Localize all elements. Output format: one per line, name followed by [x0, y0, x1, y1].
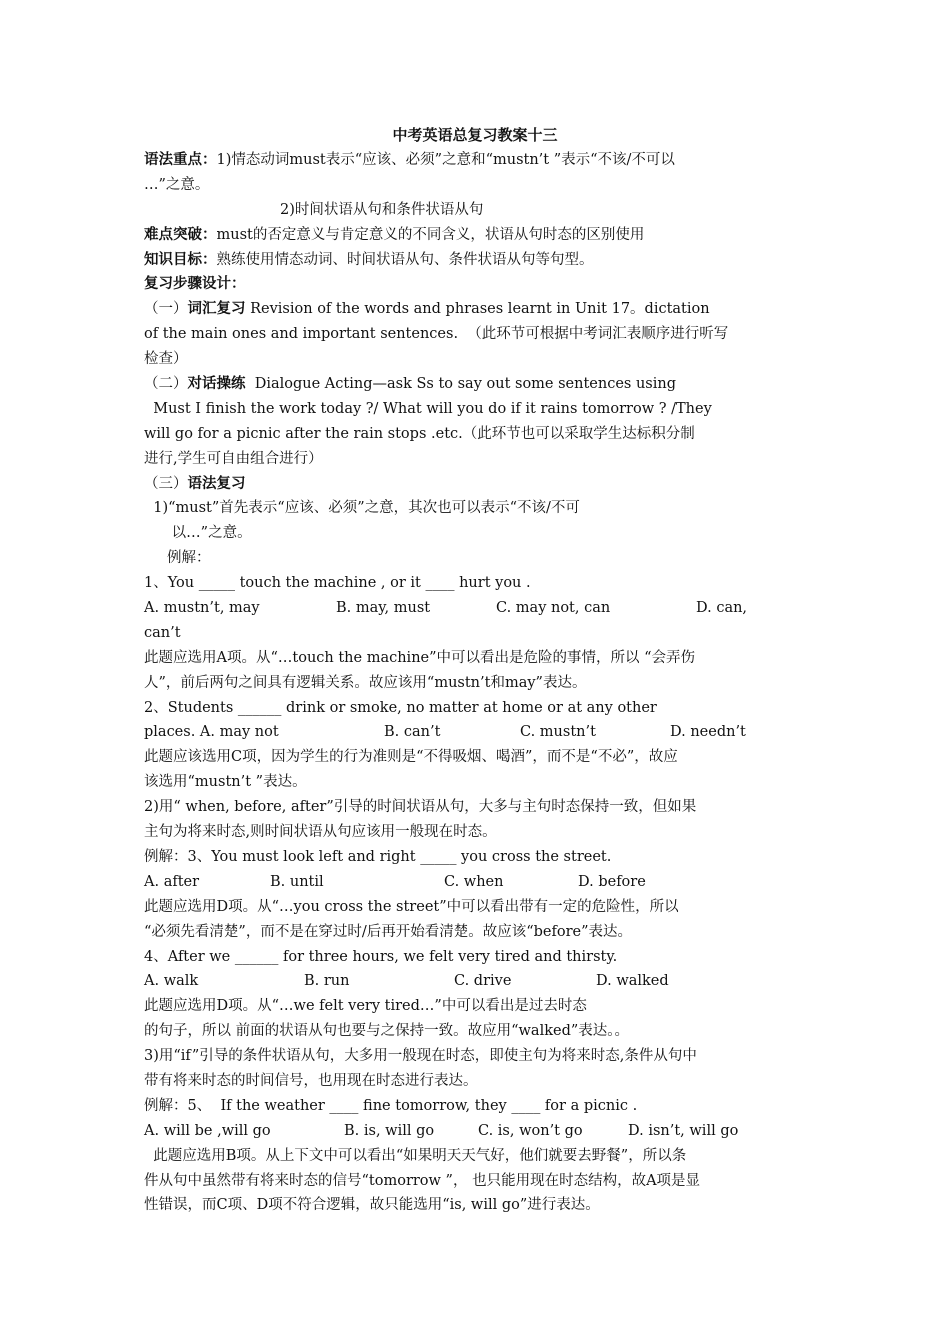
q2-options [144, 720, 812, 745]
q4-stem: 4、After we ______ for three hours, we felt very tired and thirsty. [144, 948, 618, 965]
q3-stem: 例解：3、You must look left and right _____ you cross the street. [144, 848, 612, 865]
focus-label: 语法重点： [144, 152, 217, 168]
q3-option-c: C. when [444, 873, 504, 890]
difficulty-line [144, 223, 812, 248]
q4-explanation-2: 的句子，所以 前面的状语从句也要与之保持一致。故应用“walked”表达。。 [144, 1023, 630, 1040]
point2-b: 主句为将来时态,则时间状语从句应该用一般现在时态。 [144, 824, 497, 841]
point3-a: 3)用“if”引导的条件状语从句，大多用一般现在时态，即使主句为将来时态,条件从句中 [144, 1048, 697, 1065]
q1-option-d: D. can, [696, 600, 748, 617]
sec2-text-3: will go for a picnic after the rain stops .etc.（此环节也可以采取学生达标积分制 [144, 425, 695, 442]
goal-text: 熟练使用情态动词、时间状语从句、条件状语从句等句型。 [216, 251, 594, 268]
q3-explanation-2: “必须先看清楚”，而不是在穿过时/后再开始看清楚。故应该“before”表达。 [144, 923, 633, 940]
q4-explanation-1: 此题应选用D项。从“…we felt very tired…”中可以看出是过去时态 [144, 998, 587, 1015]
q1-option-b: B. may, must [336, 600, 431, 617]
focus-text-1: 1)情态动词must表示“应该、必须”之意和“mustn’t ”表示“不该/不可以 [216, 152, 675, 168]
q3-options [144, 870, 812, 895]
q1-option-a: A. mustn’t, may [144, 600, 260, 617]
point3-b: 带有将来时态的时间信号，也用现在时态进行表达。 [144, 1072, 478, 1089]
q1-stem: 1、You _____ touch the machine , or it ____ hurt you . [144, 575, 531, 592]
q4-option-a: A. walk [144, 973, 199, 990]
q4-option-d: D. walked [596, 973, 669, 990]
sec1-text-3: 检查） [144, 351, 188, 368]
difficulty-label: 难点突破： [144, 226, 217, 243]
q2-option-b: B. can’t [384, 724, 441, 741]
sec2-label: 对话操练 [187, 376, 246, 393]
sec2-line-1 [144, 372, 812, 397]
q2-stem: 2、Students ______ drink or smoke, no matter at home or at any other [144, 699, 657, 716]
sec1-text-1: Revision of the words and phrases learnt in Unit 17。dictation [245, 301, 710, 318]
q5-explanation-1: 此题应选用B项。从上下文中可以看出“如果明天天气好，他们就要去野餐”，所以条 [144, 1147, 687, 1164]
q5-stem: 例解：5、 If the weather ____ fine tomorrow, they ____ for a picnic . [144, 1097, 638, 1114]
q3-option-a: A. after [144, 873, 200, 890]
focus-text-1b: …”之意。 [144, 176, 210, 193]
q1-explanation-2: 人”，前后两句之间具有逻辑关系。故应该用“mustn’t和may”表达。 [144, 674, 587, 691]
sec1-line-1 [144, 297, 812, 322]
q5-option-a: A. will be ,will go [144, 1122, 271, 1139]
q1-option-d-tail: can’t [144, 624, 181, 641]
goal-line [144, 248, 812, 273]
q2-option-a: places. A. may not [144, 724, 279, 741]
q5-option-c: C. is, won’t go [478, 1122, 583, 1139]
page-title: 中考英语总复习教案十三 [392, 126, 558, 144]
q5-options [144, 1119, 812, 1144]
q2-explanation-2: 该选用“mustn’t ”表达。 [144, 774, 307, 791]
sec1-text-2: of the main ones and important sentences. （此环节可根据中考词汇表顺序进行听写 [144, 326, 729, 343]
q4-option-b: B. run [304, 973, 350, 990]
difficulty-text: must的否定意义与肯定意义的不同含义，状语从句时态的区别使用 [216, 226, 645, 243]
focus-text-2: 2)时间状语从句和条件状语从句 [280, 201, 484, 218]
sec1-head: （一） [144, 301, 188, 318]
q3-option-b: B. until [270, 873, 324, 890]
q4-options [144, 969, 812, 994]
q2-option-d: D. needn’t [670, 724, 746, 741]
q3-explanation-1: 此题应选用D项。从“…you cross the street”中可以看出带有一定的危险性，所以 [144, 898, 679, 915]
point2-a: 2)用“ when, before, after”引导的时间状语从句，大多与主句时态保持一致，但如果 [144, 799, 697, 816]
q1-option-c: C. may not, can [496, 600, 611, 617]
q5-option-b: B. is, will go [344, 1122, 435, 1139]
q5-explanation-3: 性错误，而C项、D项不符合逻辑，故只能选用“is, will go”进行表达。 [144, 1197, 600, 1214]
sec1-label: 词汇复习 [187, 301, 246, 318]
q1-explanation-1: 此题应选用A项。从“…touch the machine”中可以看出是危险的事情，所以 “会弄伤 [144, 649, 696, 666]
document-body [144, 148, 812, 1218]
q4-option-c: C. drive [454, 973, 512, 990]
steps-label: 复习步骤设计： [144, 276, 246, 293]
q2-explanation-1: 此题应该选用C项，因为学生的行为准则是“不得吸烟、喝酒”，而不是“不必”，故应 [144, 749, 678, 766]
sec2-text-4: 进行,学生可自由组合进行） [144, 450, 323, 467]
focus-line-1 [144, 148, 812, 173]
q1-options [144, 596, 812, 621]
q2-option-c: C. mustn’t [520, 724, 596, 741]
point1-a: 1)“must”首先表示“应该、必须”之意，其次也可以表示“不该/不可 [144, 500, 580, 517]
sec3-line [144, 472, 812, 497]
sec3-label: 语法复习 [187, 475, 246, 492]
goal-label: 知识目标： [144, 251, 217, 268]
q3-option-d: D. before [578, 873, 646, 890]
sec3-head: （三） [144, 475, 188, 492]
sec2-text-1: Dialogue Acting—ask Ss to say out some sentences using [245, 376, 677, 393]
sec2-head: （二） [144, 376, 188, 393]
q5-explanation-2: 件从句中虽然带有将来时态的信号“tomorrow ”， 也只能用现在时态结构，故A项是显 [144, 1172, 701, 1189]
point1-c: 例解： [144, 550, 211, 567]
point1-b: 以…”之意。 [144, 525, 252, 542]
sec2-text-2: Must I finish the work today ?/ What will you do if it rains tomorrow ? /They [144, 400, 712, 417]
q5-option-d: D. isn’t, will go [628, 1122, 739, 1139]
